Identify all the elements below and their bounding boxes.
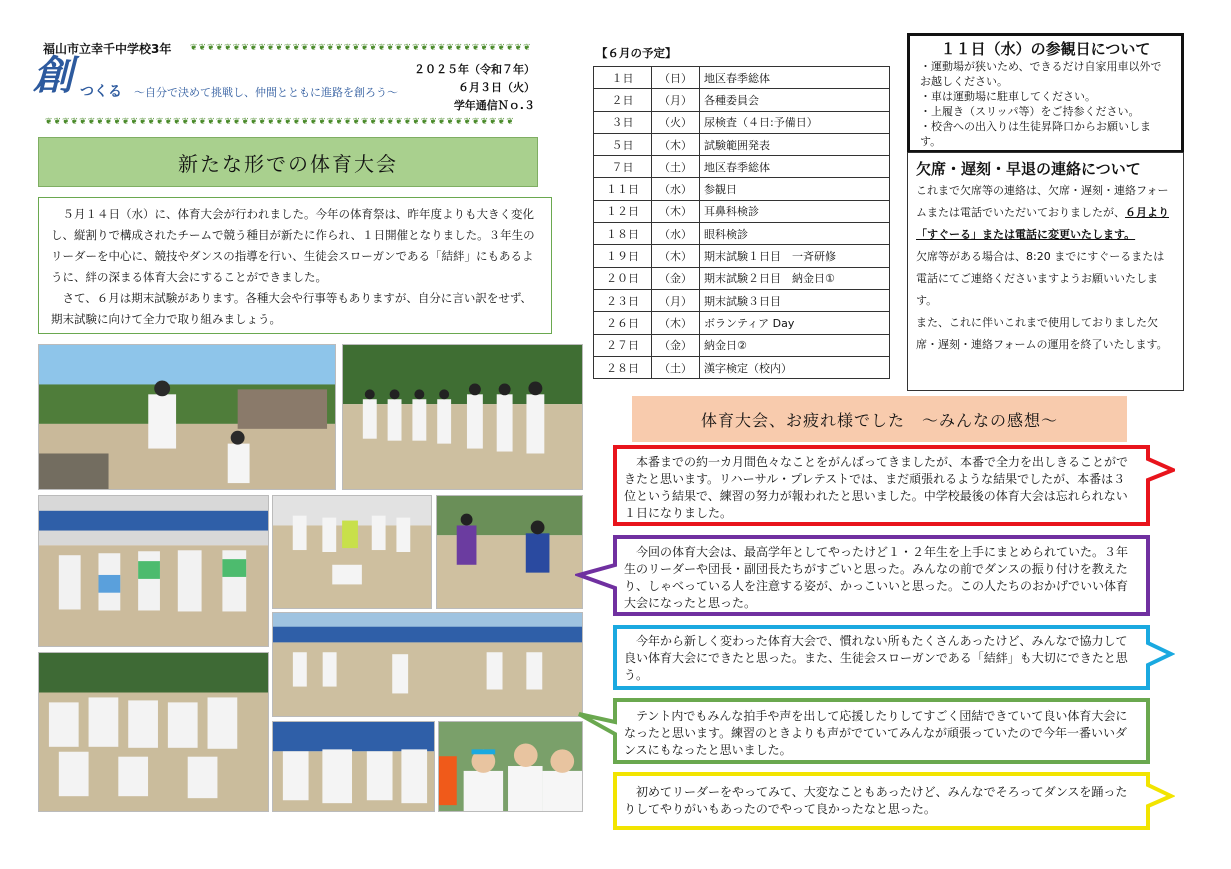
issue-date: ６月３日（火） xyxy=(458,81,535,94)
impression-text: テント内でもみんな拍手や声を出して応援したりしてすごく団結できていて良い体育大会になったと思います。練習のときよりも声がでていてみんなが頑張っていたので今年一番いいダンスにもなったと思いました。 xyxy=(624,709,1128,757)
impression-text: 初めてリーダーをやってみて、大変なこともあったけど、みんなでそろってダンスを踊ったりしてやりがいもあったのでやって良かったなと思った。 xyxy=(624,785,1128,816)
visit-day-notice-item: ・運動場が狭いため、できるだけ自家用車以外でお越しください。 xyxy=(920,60,1162,88)
schedule-weekday: （火） xyxy=(652,111,700,133)
schedule-row xyxy=(594,267,890,289)
decorative-border-top: ❦❦❦❦❦❦❦❦❦❦❦❦❦❦❦❦❦❦❦❦❦❦❦❦❦❦❦❦❦❦❦❦❦❦❦❦❦❦❦❦ xyxy=(190,43,532,53)
schedule-event: 期末試験１日目 一斉研修 xyxy=(700,245,890,267)
schedule-weekday: （木） xyxy=(652,312,700,334)
impression-text: 今年から新しく変わった体育大会で、慣れない所もたくさんあったけど、みんなで協力して良い体育大会にできたと思った。また、生徒会スローガンである「結絆」も大切にできたと思う。 xyxy=(624,634,1128,682)
school-name: 福山市立幸千中学校3年 xyxy=(43,42,172,56)
schedule-event: 地区春季総体 xyxy=(700,67,890,89)
schedule-event: 試験範囲発表 xyxy=(700,133,890,155)
photo-relay-race xyxy=(272,612,583,717)
photo-cheering xyxy=(272,721,435,812)
june-schedule-table xyxy=(593,66,890,379)
schedule-event: 地区春季総体 xyxy=(700,156,890,178)
schedule-row xyxy=(594,178,890,200)
absence-notice-paragraph: また、これに伴いこれまで使用しておりました欠席・遅刻・連絡フォームの運用を終了いたします。 xyxy=(916,316,1168,351)
absence-notice-text: これまで欠席等の連絡は、欠席・遅刻・連絡フォームまたは電話でいただいておりましたが、 xyxy=(916,184,1169,219)
schedule-weekday: （木） xyxy=(652,200,700,222)
schedule-weekday: （金） xyxy=(652,267,700,289)
schedule-day: ２８日 xyxy=(594,356,652,378)
issue-number: 学年通信Ｎｏ.３ xyxy=(453,99,535,112)
schedule-day: １８日 xyxy=(594,223,652,245)
photo-team-event xyxy=(272,495,432,609)
schedule-row xyxy=(594,289,890,311)
schedule-event: 納金日② xyxy=(700,334,890,356)
schedule-weekday: （土） xyxy=(652,156,700,178)
schedule-day: １日 xyxy=(594,67,652,89)
schedule-weekday: （金） xyxy=(652,334,700,356)
schedule-weekday: （木） xyxy=(652,245,700,267)
schedule-day: ７日 xyxy=(594,156,652,178)
article-paragraph: ５月１４日（水）に、体育大会が行われました。今年の体育祭は、昨年度よりも大きく変化し、縦割りで構成されたチームで競う種目が新たに作られ、１日開催となりました。３年生のリーダーを中心に、競技やダンスの指導を行い、生徒会スローガンである「結絆」にもあるように、絆の深まる体育大会にすることができました。 xyxy=(51,207,535,284)
visit-day-notice-item: ・車は運動場に駐車してください。 xyxy=(920,90,1096,103)
schedule-row xyxy=(594,133,890,155)
schedule-weekday: （水） xyxy=(652,223,700,245)
schedule-row xyxy=(594,223,890,245)
schedule-row xyxy=(594,111,890,133)
absence-notice-title: 欠席・遅刻・早退の連絡について xyxy=(916,160,1141,178)
newsletter-logo-reading: つくる xyxy=(80,84,122,100)
schedule-event: 各種委員会 xyxy=(700,89,890,111)
impression-text: 今回の体育大会は、最高学年としてやったけど１・２年生を上手にまとめられていた。３年生のリーダーや団長・副団長たちがすごいと思った。みんなの前でダンスの振り付けを教えたり、しゃべっている人を注意する姿が、かっこいいと思った。この人たちのおかげでいい体育大会になったと思った。 xyxy=(624,545,1129,610)
schedule-event: ボランティア Day xyxy=(700,312,890,334)
schedule-day: ３日 xyxy=(594,111,652,133)
photo-group-dance xyxy=(38,652,269,812)
absence-notice-paragraph: 欠席等がある場合は、8:20 までにすぐーるまたは電話にてご連絡くださいますようお願いいたします。 xyxy=(916,250,1165,307)
schedule-day: ２日 xyxy=(594,89,652,111)
grade-slogan: ～自分で決めて挑戦し、仲間とともに進路を創ろう～ xyxy=(134,86,398,99)
schedule-day: ２７日 xyxy=(594,334,652,356)
schedule-day: ５日 xyxy=(594,133,652,155)
decorative-border-bottom: ❦❦❦❦❦❦❦❦❦❦❦❦❦❦❦❦❦❦❦❦❦❦❦❦❦❦❦❦❦❦❦❦❦❦❦❦❦❦❦❦❦❦❦❦❦❦❦❦❦❦❦❦❦❦❦ xyxy=(45,117,515,127)
impressions-title: 体育大会、お疲れ様でした ～みんなの感想～ xyxy=(632,396,1127,442)
absence-notice-highlight: ６月より「すぐーる」または電話に変更いたします。 xyxy=(916,206,1169,241)
schedule-weekday: （土） xyxy=(652,356,700,378)
schedule-weekday: （月） xyxy=(652,289,700,311)
photo-students-smiling xyxy=(438,721,583,812)
schedule-title: 【６月の予定】 xyxy=(596,46,677,60)
schedule-event: 眼科検診 xyxy=(700,223,890,245)
schedule-weekday: （月） xyxy=(652,89,700,111)
schedule-day: １１日 xyxy=(594,178,652,200)
issue-info xyxy=(395,61,535,115)
schedule-event: 尿検査（４日:予備日） xyxy=(700,111,890,133)
photo-runner-number-3 xyxy=(436,495,583,609)
visit-day-notice-item: ・校舎への出入りは生徒昇降口からお願いします。 xyxy=(920,120,1151,148)
schedule-event: 期末試験３日目 xyxy=(700,289,890,311)
schedule-row xyxy=(594,200,890,222)
visit-day-notice xyxy=(907,33,1184,153)
newsletter-logo: 創 xyxy=(33,52,73,99)
photo-tug-of-war xyxy=(38,495,269,647)
schedule-row xyxy=(594,156,890,178)
schedule-weekday: （水） xyxy=(652,178,700,200)
schedule-event: 耳鼻科検診 xyxy=(700,200,890,222)
schedule-weekday: （木） xyxy=(652,133,700,155)
issue-year: ２０２５年（令和７年） xyxy=(414,63,535,76)
visit-day-notice-item: ・上履き（スリッパ等）をご持参ください。 xyxy=(920,105,1140,118)
schedule-day: ２３日 xyxy=(594,289,652,311)
schedule-event: 期末試験２日目 納金日① xyxy=(700,267,890,289)
schedule-weekday: （日） xyxy=(652,67,700,89)
schedule-row xyxy=(594,245,890,267)
schedule-row xyxy=(594,89,890,111)
article-title: 新たな形での体育大会 xyxy=(38,137,538,187)
photo-students-lined-up xyxy=(342,344,583,490)
schedule-row xyxy=(594,334,890,356)
schedule-day: ２６日 xyxy=(594,312,652,334)
article-paragraph: さて、６月は期末試験があります。各種大会や行事等もありますが、自分に言い訳をせず、期末試験に向けて全力で取り組みましょう。 xyxy=(51,291,532,326)
photo-relay-baton-pass xyxy=(38,344,336,490)
absence-notice-paragraph xyxy=(916,180,1175,246)
schedule-row xyxy=(594,312,890,334)
schedule-day: １９日 xyxy=(594,245,652,267)
schedule-row xyxy=(594,67,890,89)
schedule-event: 漢字検定（校内） xyxy=(700,356,890,378)
schedule-day: ２０日 xyxy=(594,267,652,289)
article-body xyxy=(38,197,552,334)
schedule-event: 参観日 xyxy=(700,178,890,200)
schedule-day: １２日 xyxy=(594,200,652,222)
visit-day-notice-title: １１日（水）の参観日について xyxy=(940,40,1151,58)
absence-contact-notice xyxy=(907,152,1184,391)
impression-text: 本番までの約一カ月間色々なことをがんばってきましたが、本番で全力を出しきることができたと思います。リハーサル・プレテストでは、まだ頑張れるような結果でしたが、本番は３位という結果で、練習の努力が報われたと思いました。中学校最後の体育大会は忘れられない１日になりました。 xyxy=(624,455,1129,520)
schedule-row xyxy=(594,356,890,378)
